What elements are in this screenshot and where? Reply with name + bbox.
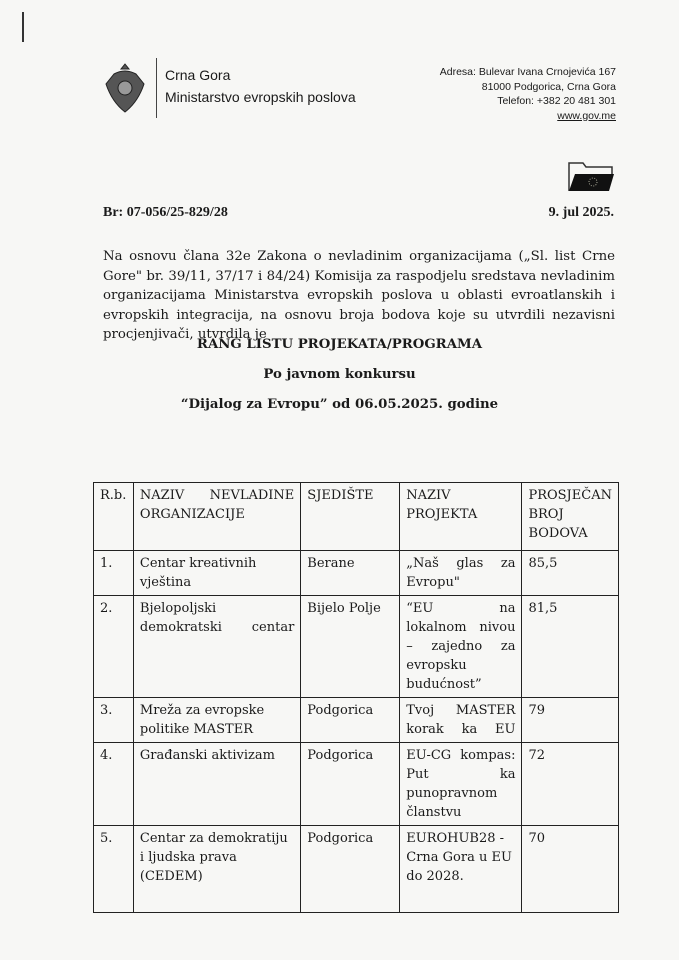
ranking-table (93, 482, 619, 913)
column-header: NAZIV PROJEKTA (400, 483, 522, 551)
table-row (94, 826, 619, 913)
seat: Bijelo Polje (301, 596, 400, 698)
table-row (94, 551, 619, 596)
reference-number: Br: 07-056/25-829/28 (103, 205, 228, 220)
rank: 3. (94, 698, 134, 743)
document-title: RANG LISTU PROJEKATA/PROGRAMA (196, 337, 483, 352)
table-row (94, 743, 619, 826)
organization: Građanski aktivizam (133, 743, 300, 826)
phone: Telefon: +382 20 481 301 (497, 95, 616, 107)
seat: Podgorica (301, 826, 400, 913)
eu-folder-icon (567, 160, 615, 193)
column-header: NAZIV NEVLADINE ORGANIZACIJE (133, 483, 300, 551)
seat: Podgorica (301, 698, 400, 743)
organization: Bjelopoljski demokratski centar (133, 596, 300, 698)
address-block (440, 65, 616, 123)
column-header: SJEDIŠTE (301, 483, 400, 551)
organization: Mreža za evropske politike MASTER (133, 698, 300, 743)
rank: 1. (94, 551, 134, 596)
seat: Berane (301, 551, 400, 596)
score: 79 (522, 698, 619, 743)
ministry-name: Ministarstvo evropskih poslova (165, 89, 356, 105)
scan-mark (22, 12, 24, 42)
column-header: PROSJEČAN BROJ BODOVA (522, 483, 619, 551)
intro-paragraph: Na osnovu člana 32e Zakona o nevladinim organizacijama („Sl. list Crne Gore" br. 39/11, 37/17 i 84/24) Komisija za raspodjelu sredstava nevladinim organizacijama Ministarstva evropskih poslova u oblasti evroatlanskih i evropskih integracija, na osnovu broja bodova koje su utvrdili nezavisni procjenjivači, utvrdila je (103, 249, 615, 342)
project-name: “EU na lokalnom nivou – zajedno za evropsku budućnost” (400, 596, 522, 698)
score: 85,5 (522, 551, 619, 596)
table-header-row (94, 483, 619, 551)
project-name: Tvoj MASTER korak ka EU (400, 698, 522, 743)
score: 70 (522, 826, 619, 913)
document-date: 9. jul 2025. (548, 205, 614, 220)
coat-of-arms-icon (100, 60, 150, 116)
project-name: EUROHUB28 - Crna Gora u EU do 2028. (400, 826, 522, 913)
seat: Podgorica (301, 743, 400, 826)
document-subtitle: Po javnom konkursu (263, 367, 416, 382)
website-link[interactable]: www.gov.me (557, 109, 616, 122)
rank: 2. (94, 596, 134, 698)
organization: Centar za demokratiju i ljudska prava (CEDEM) (133, 826, 300, 913)
project-name: EU-CG kompas: Put ka punopravnom članstvu (400, 743, 522, 826)
address-line: 81000 Podgorica, Crna Gora (481, 80, 616, 93)
project-name: „Naš glas za Evropu" (400, 551, 522, 596)
score: 81,5 (522, 596, 619, 698)
table-row (94, 596, 619, 698)
competition-name: “Dijalog za Evropu” od 06.05.2025. godine (180, 397, 499, 412)
column-header: R.b. (94, 483, 134, 551)
rank: 4. (94, 743, 134, 826)
address-line: Adresa: Bulevar Ivana Crnojevića 167 (439, 66, 616, 78)
header-divider (156, 58, 157, 118)
country-name: Crna Gora (165, 67, 231, 83)
score: 72 (522, 743, 619, 826)
organization: Centar kreativnih vještina (133, 551, 300, 596)
table-row (94, 698, 619, 743)
rank: 5. (94, 826, 134, 913)
